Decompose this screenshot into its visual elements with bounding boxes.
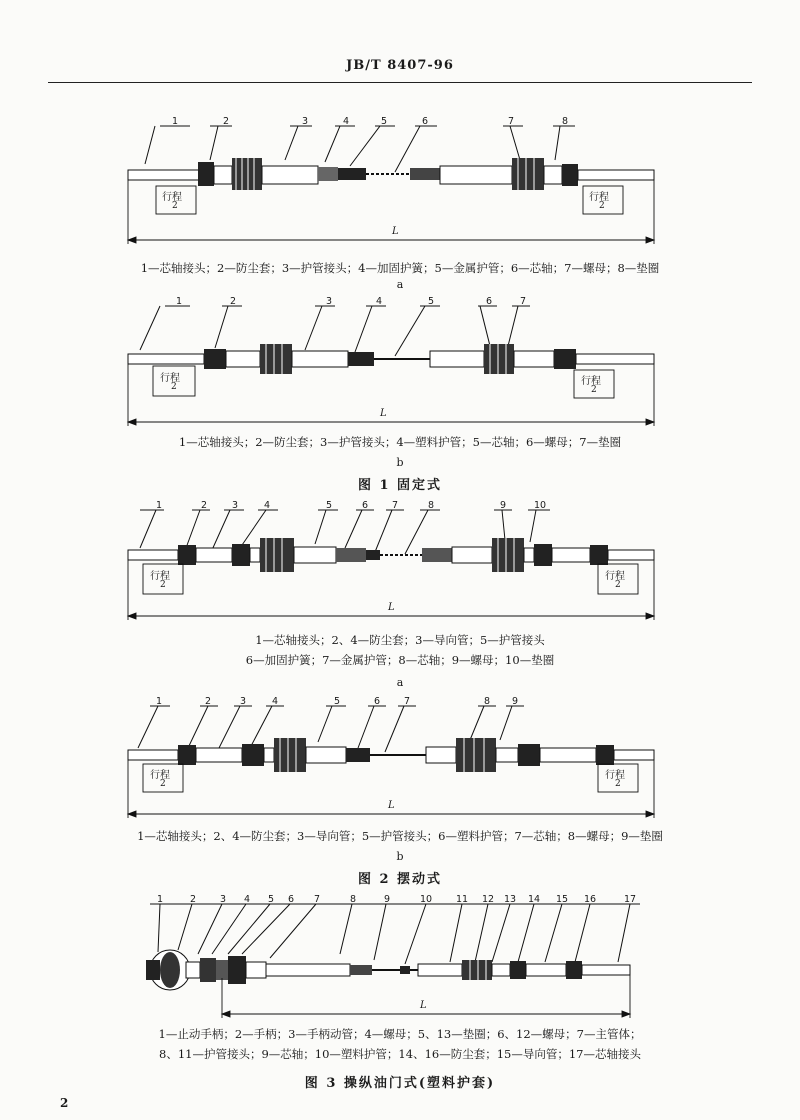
stroke-label-right: 行程 (589, 192, 609, 203)
sub-label-2b: b (396, 850, 404, 863)
callout-8: 8 (428, 500, 435, 511)
callout-5: 5 (268, 894, 275, 905)
callout-12: 12 (482, 894, 495, 905)
callout-6: 6 (374, 696, 381, 707)
stroke-label-right: 行程 (605, 770, 625, 781)
callout-14: 14 (528, 894, 541, 905)
callout-1: 1 (172, 116, 179, 127)
stroke-label-left: 行程 (150, 571, 170, 582)
legend-2a-line2: 6—加固护簧；7—金属护管；8—芯轴；9—螺母；10—垫圈 (245, 653, 555, 667)
length-label: L (420, 1000, 427, 1011)
callout-6: 6 (486, 296, 493, 307)
figure-1a (0, 112, 800, 291)
callout-1: 1 (156, 696, 163, 707)
stroke-label-right: 行程 (605, 571, 625, 582)
figure-1-title: 图 1 固定式 (357, 478, 443, 493)
callout-17: 17 (624, 894, 637, 905)
callout-1: 1 (157, 894, 164, 905)
legend-2a-line1: 1—芯轴接头；2、4—防尘套；3—导向管；5—护管接头 (255, 633, 545, 647)
callout-2: 2 (223, 116, 230, 127)
length-label: L (380, 408, 387, 419)
cable-drawing-2a (0, 496, 800, 676)
callout-7: 7 (404, 696, 411, 707)
stroke-label-right: 行程 (581, 376, 601, 387)
stroke-label-left: 行程 (150, 770, 170, 781)
callout-9: 9 (384, 894, 391, 905)
callout-4: 4 (272, 696, 279, 707)
callout-2: 2 (205, 696, 212, 707)
callout-11: 11 (456, 894, 469, 905)
callout-10: 10 (420, 894, 433, 905)
figure-3-title: 图 3 操纵油门式(塑料护套) (304, 1076, 496, 1091)
cable-drawing-3 (0, 890, 800, 1070)
callout-3: 3 (220, 894, 227, 905)
figure-1b (0, 292, 800, 452)
length-label: L (392, 226, 399, 237)
length-label: L (388, 602, 395, 613)
callout-6: 6 (362, 500, 369, 511)
callout-7: 7 (392, 500, 399, 511)
callout-9: 9 (512, 696, 519, 707)
callout-5: 5 (334, 696, 341, 707)
callout-15: 15 (556, 894, 569, 905)
callout-1: 1 (176, 296, 183, 307)
callout-9: 9 (500, 500, 507, 511)
callout-2: 2 (230, 296, 237, 307)
callout-2: 2 (190, 894, 197, 905)
figure-2a (0, 496, 800, 676)
callout-4: 4 (376, 296, 383, 307)
legend-1b: 1—芯轴接头；2—防尘套；3—护管接头；4—塑料护管；5—芯轴；6—螺母；7—垫圈 (178, 435, 622, 449)
callout-7: 7 (508, 116, 515, 127)
sub-label-2a: a (396, 676, 404, 689)
callout-5: 5 (428, 296, 435, 307)
stroke-value-left: 2 (160, 580, 166, 590)
stroke-value-right: 2 (591, 385, 597, 395)
callout-2: 2 (201, 500, 208, 511)
callout-3: 3 (326, 296, 333, 307)
stroke-label-left: 行程 (162, 192, 182, 203)
callout-3: 3 (240, 696, 247, 707)
callout-1: 1 (156, 500, 163, 511)
callout-13: 13 (504, 894, 517, 905)
stroke-label-left: 行程 (160, 373, 180, 384)
figure-2b (0, 692, 800, 852)
stroke-value-right: 2 (599, 201, 605, 211)
callout-10: 10 (534, 500, 547, 511)
callout-16: 16 (584, 894, 597, 905)
callout-5: 5 (326, 500, 333, 511)
stroke-value-left: 2 (160, 779, 166, 789)
legend-3-line1: 1—止动手柄；2—手柄；3—手柄动管；4—螺母；5、13—垫圈；6、12—螺母；7—主管体； (158, 1027, 642, 1041)
legend-1a: 1—芯轴接头；2—防尘套；3—护管接头；4—加固护簧；5—金属护管；6—芯轴；7—螺母；8—垫圈 (140, 261, 660, 275)
length-label: L (388, 800, 395, 811)
header-rule (48, 82, 752, 83)
callout-5: 5 (381, 116, 388, 127)
callout-3: 3 (302, 116, 309, 127)
legend-3-line2: 8、11—护管接头；9—芯轴；10—塑料护管；14、16—防尘套；15—导向管；17—芯轴接头 (159, 1047, 641, 1061)
cable-drawing-1b (0, 292, 800, 452)
stroke-value-left: 2 (171, 382, 177, 392)
figure-3 (0, 890, 800, 1070)
callout-4: 4 (343, 116, 350, 127)
page-number: 2 (60, 1096, 69, 1110)
callout-6: 6 (288, 894, 295, 905)
stroke-value-left: 2 (172, 201, 178, 211)
callout-6: 6 (422, 116, 429, 127)
page-header: JB/T 8407-96 (346, 58, 454, 73)
figure-2-title: 图 2 摆动式 (357, 872, 443, 887)
callout-4: 4 (244, 894, 251, 905)
stroke-value-right: 2 (615, 580, 621, 590)
callout-8: 8 (484, 696, 491, 707)
callout-3: 3 (232, 500, 239, 511)
callout-7: 7 (314, 894, 321, 905)
stroke-value-right: 2 (615, 779, 621, 789)
callout-8: 8 (562, 116, 569, 127)
cable-drawing-1a (0, 112, 800, 282)
callout-4: 4 (264, 500, 271, 511)
sub-label-1b: b (396, 456, 404, 469)
sub-label-1a: a (396, 278, 404, 291)
callout-8: 8 (350, 894, 357, 905)
callout-7: 7 (520, 296, 527, 307)
legend-2b: 1—芯轴接头；2、4—防尘套；3—导向管；5—护管接头；6—塑料护管；7—芯轴；8—螺母；9—垫圈 (137, 829, 663, 843)
